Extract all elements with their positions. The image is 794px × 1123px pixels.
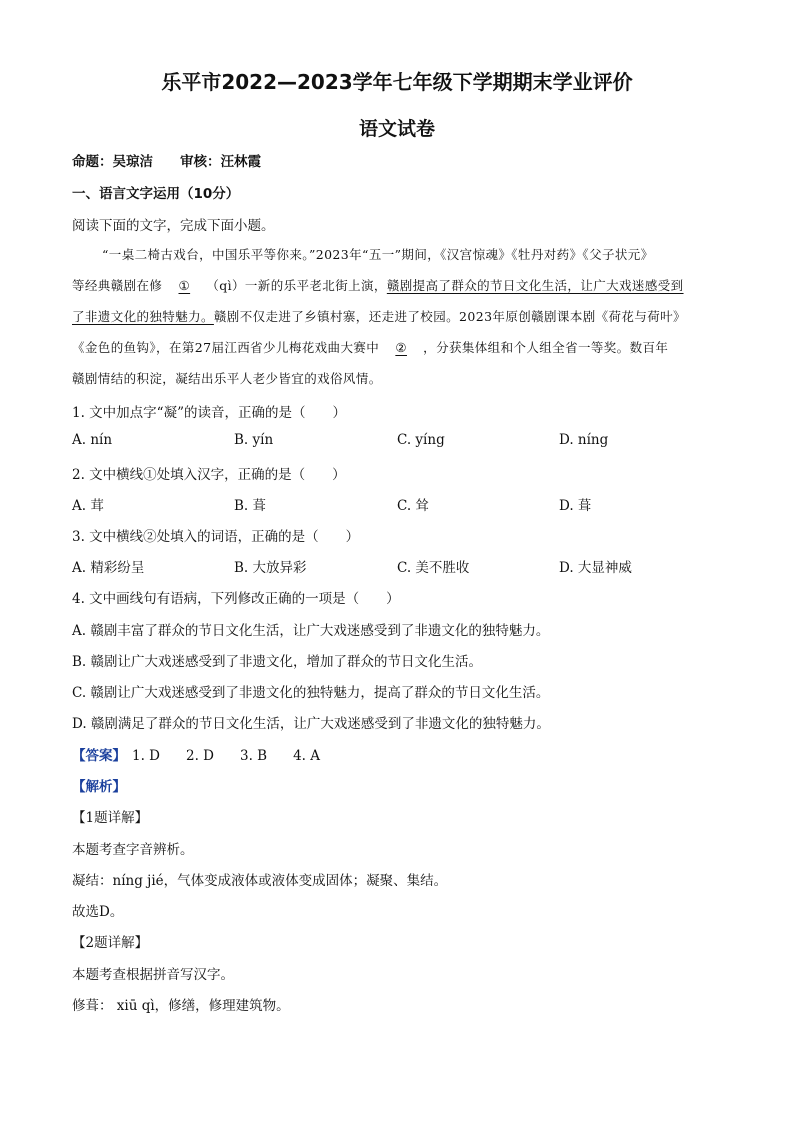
q2-detail-text: 本题考查根据拼音写汉字。	[72, 967, 234, 983]
q4-option-c: C. 赣剧让广大戏迷感受到了非遗文化的独特魅力，提高了群众的节日文化生活。	[72, 685, 550, 701]
answer-item: 4. A	[293, 748, 321, 764]
answer-line	[72, 744, 346, 764]
q2-option-d: D. 葺	[559, 498, 592, 514]
underlined-sentence: 了非遗文化的独特魅力。	[72, 309, 214, 324]
underlined-sentence: 赣剧提高了群众的节日文化生活，让广大戏迷感受到	[386, 278, 684, 293]
q1-option-d: D. níng	[559, 432, 609, 448]
passage-text: ，分获集体组和个人组全省一等奖。数百年	[423, 340, 669, 355]
q2-option-a: A. 茸	[72, 498, 104, 514]
authors-line: 命题：吴琼洁 审核：汪林霞	[72, 154, 261, 170]
q2-option-c: C. 耸	[397, 498, 429, 514]
q1-option-c: C. yíng	[397, 432, 445, 448]
q3-option-b: B. 大放异彩	[234, 560, 307, 576]
passage-line-1: “一桌二椅古戏台，中国乐平等你来。”2023年“五一”期间，《汉宫惊魂》《牡丹对药》《父子状元》	[102, 247, 654, 262]
answer-item: 1. D	[132, 748, 160, 764]
section-heading: 一、语言文字运用（10分）	[72, 186, 240, 202]
q1-option-a: A. nín	[72, 432, 113, 448]
q2-detail-heading: 【2题详解】	[72, 935, 149, 951]
question-2-stem: 2. 文中横线①处填入汉字，正确的是（ ）	[72, 467, 346, 483]
passage-line-4	[72, 338, 668, 356]
q2-option-b: B. 葺	[234, 498, 267, 514]
q1-detail-text: 凝结：níng jié，气体变成液体或液体变成固体；凝聚、集结。	[72, 873, 448, 889]
question-4-stem: 4. 文中画线句有语病，下列修改正确的一项是（ ）	[72, 591, 400, 607]
exam-title: 乐平市2022—2023学年七年级下学期期末学业评价	[161, 70, 633, 94]
question-1-stem: 1. 文中加点字“凝”的读音，正确的是（ ）	[72, 405, 346, 421]
q4-option-a: A. 赣剧丰富了群众的节日文化生活，让广大戏迷感受到了非遗文化的独特魅力。	[72, 623, 550, 639]
blank-2: ②	[395, 340, 407, 355]
analysis-tag: 【解析】	[72, 779, 126, 795]
passage-text: 《金色的鱼钩》，在第27届江西省少儿梅花戏曲大赛中	[72, 340, 380, 355]
q1-detail-text: 本题考查字音辨析。	[72, 842, 194, 858]
exam-subtitle: 语文试卷	[358, 118, 435, 140]
q4-option-b: B. 赣剧让广大戏迷感受到了非遗文化，增加了群众的节日文化生活。	[72, 654, 483, 670]
passage-text: （qì）一新的乐平老北街上演，	[206, 278, 387, 293]
question-3-stem: 3. 文中横线②处填入的词语，正确的是（ ）	[72, 529, 360, 545]
answer-item: 3. B	[240, 748, 268, 764]
q4-option-d: D. 赣剧满足了群众的节日文化生活，让广大戏迷感受到了非遗文化的独特魅力。	[72, 716, 550, 732]
passage-line-5: 赣剧情结的积淀，凝结出乐平人老少皆宜的戏俗风情。	[72, 371, 382, 386]
q1-detail-heading: 【1题详解】	[72, 810, 149, 826]
q3-option-a: A. 精彩纷呈	[72, 560, 145, 576]
answer-item: 2. D	[186, 748, 214, 764]
q3-option-c: C. 美不胜收	[397, 560, 470, 576]
passage-line-2	[72, 276, 684, 294]
q2-detail-text: 修葺： xiū qì，修缮，修理建筑物。	[72, 998, 290, 1014]
answer-tag: 【答案】	[72, 748, 126, 764]
q1-option-b: B. yín	[234, 432, 274, 448]
instruction-text: 阅读下面的文字，完成下面小题。	[72, 218, 275, 234]
passage-line-3	[72, 307, 686, 325]
q3-option-d: D. 大显神威	[559, 560, 632, 576]
passage-text: 赣剧不仅走进了乡镇村寨，还走进了校园。2023年原创赣剧课本剧《荷花与荷叶》	[213, 309, 686, 324]
q1-detail-text: 故选D。	[72, 904, 124, 920]
blank-1: ①	[178, 278, 191, 293]
passage-text: 等经典赣剧在修	[72, 278, 163, 293]
